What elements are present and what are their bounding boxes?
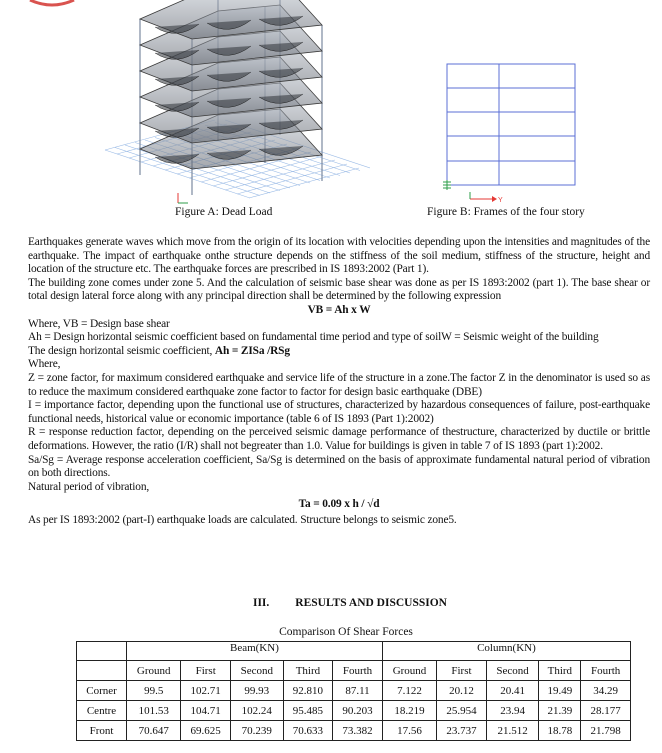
figure-a-building [100,0,370,208]
equation-period: Ta = 0.09 x h / √d [298,498,380,511]
table-cell: 18.219 [382,701,436,721]
row-label: Front [77,721,127,741]
table-cell: 90.203 [333,701,383,721]
period-intro: Natural period of vibration, [28,480,150,493]
table-blank-cell [77,661,127,681]
row-label: Corner [77,681,127,701]
shear-force-table [76,641,631,741]
where-label: Where, [28,358,61,371]
definition-vb: Where, VB = Design base shear [28,317,170,330]
subheader-cell: Ground [382,661,436,681]
section-heading [0,597,662,609]
table-cell: 99.93 [230,681,283,701]
logo-arc [28,0,76,8]
paragraph-loads: As per IS 1893:2002 (part-I) earthquake loads are calculated. Structure belongs to seismic zone5. [28,513,457,526]
table-row [77,681,631,701]
table-cell: 18.78 [539,721,581,741]
table-row [77,721,631,741]
table-cell: 17.56 [382,721,436,741]
frame-axis-icon [470,192,503,204]
table-cell: 87.11 [333,681,383,701]
definition-sa-sg: Sa/Sg = Average response acceleration coefficient, Sa/Sg is determined on the basis of approximate fundamental natural period of vibration on both directions. [28,453,650,480]
definition-z: Z = zone factor, for maximum considered earthquake and service life of the structure in a zone.The factor Z in the denominator is used so as to reduce the maximum considered earthquake zone factor to factor for design basic earthquake (DBE) [28,371,650,398]
subheader-cell: Third [539,661,581,681]
table-corner-cell [77,642,127,661]
table-cell: 21.798 [581,721,631,741]
table-cell: 21.512 [486,721,539,741]
table-subheader-row [77,661,631,681]
figure-b-caption: Figure B: Frames of the four story [427,206,585,218]
table-cell: 70.647 [127,721,181,741]
ah-expression-prefix: The design horizontal seismic coefficient, [28,344,215,357]
table-cell: 23.737 [437,721,487,741]
table-cell: 69.625 [181,721,231,741]
definition-i: I = importance factor, depending upon the functional use of structures, characterized by hazardous consequences of failure, post-earthquake functional needs, historical value or economic importance (table 6 of IS 1893 (Part 1):2002) [28,399,650,425]
equation-ah: Ah = ZISa /RSg [214,344,290,357]
subheader-cell: Third [283,661,333,681]
ah-expression [28,345,650,359]
table-cell: 34.29 [581,681,631,701]
subheader-cell: First [181,661,231,681]
svg-text:Y: Y [498,197,503,204]
frame-supports [443,180,451,190]
table-cell: 104.71 [181,701,231,721]
section-number: III. [252,597,270,609]
table-cell: 102.71 [181,681,231,701]
group-header-column: Column(KN) [382,642,630,661]
table-cell: 102.24 [230,701,283,721]
table-row [77,701,631,721]
table-cell: 20.12 [437,681,487,701]
group-header-beam: Beam(KN) [127,642,383,661]
section-title: RESULTS AND DISCUSSION [295,597,447,609]
table-cell: 95.485 [283,701,333,721]
subheader-cell: Fourth [333,661,383,681]
table-cell: 28.177 [581,701,631,721]
table-group-row [77,642,631,661]
row-label: Centre [77,701,127,721]
subheader-cell: Fourth [581,661,631,681]
subheader-cell: Ground [127,661,181,681]
paragraph-building-zone: The building zone comes under zone 5. And the calculation of seismic base shear was done as per IS 1893:2002 (part 1). The base shear or total design lateral force along with any principal direction shall be determined by the following expression [28,276,650,303]
table-cell: 21.39 [539,701,581,721]
subheader-cell: Second [486,661,539,681]
table-cell: 73.382 [333,721,383,741]
table-cell: 20.41 [486,681,539,701]
definition-ah: Ah = Design horizontal seismic coefficient based on fundamental time period and type of soilW = Seismic weight of the building [28,331,599,344]
subheader-cell: First [437,661,487,681]
table-cell: 7.122 [382,681,436,701]
table-cell: 70.633 [283,721,333,741]
origin-axes-icon [178,193,188,203]
table-cell: 99.5 [127,681,181,701]
equation-base-shear: VB = Ah x W [307,303,371,316]
table-cell: 19.49 [539,681,581,701]
building-model [140,0,322,195]
table-cell: 92.810 [283,681,333,701]
table-cell: 25.954 [437,701,487,721]
figure-b-frame [440,58,590,208]
table-cell: 70.239 [230,721,283,741]
subheader-cell: Second [230,661,283,681]
table-cell: 23.94 [486,701,539,721]
figure-a-caption: Figure A: Dead Load [175,206,273,218]
definition-r: R = response reduction factor, depending on the perceived seismic damage performance of thestructure, characterized by ductile or brittle deformations. However, the ratio (I/R) shall not begreater than 1.0. Value for buildings is given in table 7 of IS 1893 (part 1):2002. [28,426,650,452]
paragraph-earthquake-waves: Earthquakes generate waves which move from the origin of its location with velocities depending upon the intensities and magnitudes of the earthquake. The impact of earthquake onthe structure depends on the stiffness of the soil medium, stiffness of the structure, height and location of the structure etc. The earthquake forces are prescribed in IS 1893:2002 (Part 1). [28,236,650,276]
body-text [28,236,650,527]
table-cell: 101.53 [127,701,181,721]
table-caption: Comparison Of Shear Forces [279,626,413,638]
